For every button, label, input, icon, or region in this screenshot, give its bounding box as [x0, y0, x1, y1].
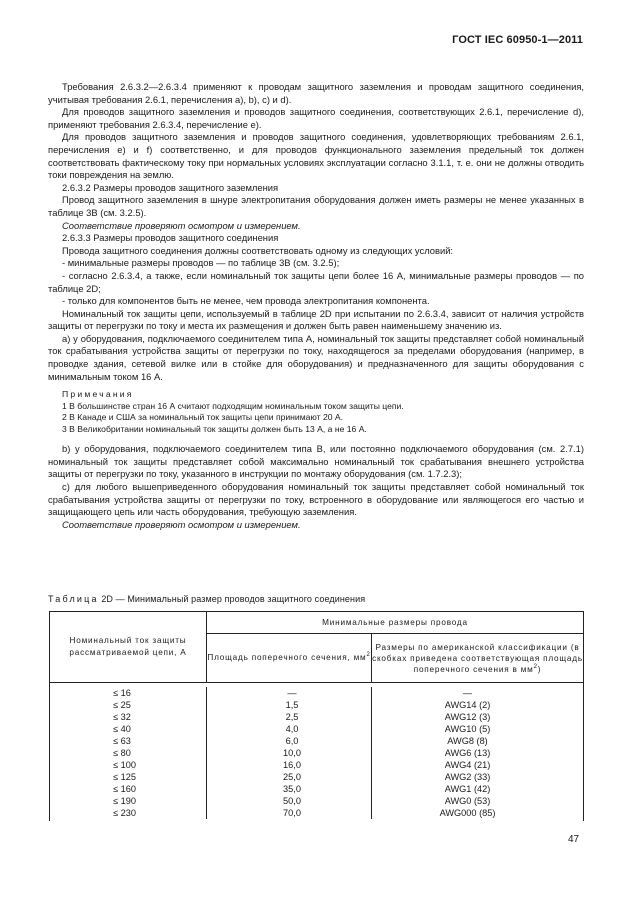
header-area — [207, 652, 370, 664]
cell-current: ≤ 16 — [113, 688, 131, 698]
cell-area: 10,0 — [283, 748, 301, 758]
table-header — [50, 612, 583, 683]
column-awg — [372, 687, 583, 819]
header-awg-text: Размеры по американской классификации (в скобках приведена соответствующая площадь поперечного сечения в мм — [372, 642, 583, 674]
cell-awg: AWG8 (8) — [447, 736, 488, 746]
cell-area: 2,5 — [285, 712, 299, 722]
cell-current: ≤ 190 — [113, 796, 136, 806]
header-awg-close: ) — [537, 664, 542, 674]
paragraph: с) для любого вышеприведенного оборудования номинальный ток защиты представляет собой номинальный ток срабатывания устройства защиты от перегрузки по току, встроенного в оборудование или являющегося его частью и защищающего цепь или часть оборудования, требующую заземления. — [48, 481, 584, 518]
table-caption-text: 2D — Минимальный размер проводов защитного соединения — [101, 594, 366, 604]
column-current — [50, 687, 207, 819]
cell-current: ≤ 100 — [113, 760, 136, 770]
header-group-title: Минимальные размеры провода — [207, 612, 583, 634]
cell-awg: AWG14 (2) — [444, 700, 491, 710]
cell-area: 35,0 — [283, 784, 301, 794]
cell-awg: AWG2 (33) — [444, 772, 491, 782]
cell-awg: AWG000 (85) — [439, 808, 496, 818]
cell-area: 16,0 — [283, 760, 301, 770]
header-current-cell — [50, 612, 207, 682]
cell-area: — — [287, 688, 297, 698]
section-heading: 2.6.3.3 Размеры проводов защитного соединения — [62, 232, 279, 244]
cell-current: ≤ 32 — [113, 712, 131, 722]
cell-current: ≤ 230 — [113, 808, 136, 818]
cell-area: 50,0 — [283, 796, 301, 806]
cell-awg: AWG12 (3) — [444, 712, 491, 722]
paragraph: Номинальный ток защиты цепи, используемый в таблице 2D при испытании по 2.6.3.4, зависит от наличия устройств защиты от перегрузки по току и места их размещения и должен быть равен наименьшему значению из. — [48, 307, 584, 332]
header-area-sup: 2 — [366, 652, 371, 658]
section-heading: 2.6.3.2 Размеры проводов защитного заземления — [62, 181, 279, 193]
cell-awg: AWG10 (5) — [444, 724, 491, 734]
header-subcolumns — [207, 634, 583, 682]
cell-area: 70,0 — [283, 808, 301, 818]
cell-current: ≤ 25 — [113, 700, 131, 710]
paragraph: Провода защитного соединения должны соответствовать одному из следующих условий: — [62, 244, 454, 256]
list-item: - согласно 2.6.3.4, а также, если номинальный ток защиты цепи более 16 А, минимальные размеры проводов — по таблице 2D; — [48, 269, 584, 294]
document-body — [48, 81, 584, 531]
header-awg — [372, 642, 583, 675]
paragraph: b) у оборудования, подключаемого соединителем типа В, или постоянно подключаемого оборудования (см. 2.7.1) номинальный ток защиты представляет собой максимально номинальный ток срабатывания внешнего устройства защиты от перегрузки по току, указанного в инструкции по монтажу оборудования (см. 1.7.2.3); — [48, 443, 584, 480]
compliance-note: Соответствие проверяют осмотром и измерением. — [62, 518, 301, 530]
column-area — [207, 687, 372, 819]
note-line: 3 В Великобритании номинальный ток защиты должен быть 13 А, а не 16 А. — [62, 423, 367, 434]
cell-awg: AWG6 (13) — [444, 748, 491, 758]
note-line: 1 В большинстве стран 16 А считают подходящим номинальным током защиты цепи. — [62, 400, 404, 411]
cell-awg: AWG4 (21) — [444, 760, 491, 770]
cell-area: 25,0 — [283, 772, 301, 782]
cell-area: 1,5 — [285, 700, 299, 710]
cell-current: ≤ 63 — [113, 736, 131, 746]
notes — [48, 389, 584, 435]
header-area-cell — [207, 634, 372, 682]
document-header: ГОСТ IEC 60950-1—2011 — [452, 34, 583, 46]
cell-current: ≤ 125 — [113, 772, 136, 782]
notes-title: Примечания — [62, 389, 134, 400]
page-number: 47 — [568, 834, 580, 845]
header-group — [207, 612, 583, 682]
paragraph: Для проводов защитного заземления и проводов защитного соединения, удовлетворяющих требованиям 2.6.1, перечисления е) и f) соответственно, и для проводов функционального заземления предельный ток должен соответствовать фактическому току при нормальных условиях эксплуатации согласно 3.1.1, т. е. они не должны отводить токи повреждения на землю. — [48, 131, 584, 181]
header-awg-cell — [372, 634, 583, 682]
cell-current: ≤ 160 — [113, 784, 136, 794]
paragraph: а) у оборудования, подключаемого соединителем типа А, номинальный ток защиты представляет собой номинальный ток срабатывания устройства защиты от перегрузки по току, находящегося за пределами оборудования (например, в проводке здания, сетевой вилке или в стойке для оборудования) и предназначенного для защиты оборудования с минимальным током 16 А. — [48, 332, 584, 382]
header-area-text: Площадь поперечного сечения, мм — [207, 653, 367, 662]
compliance-note: Соответствие проверяют осмотром и измерением. — [62, 219, 301, 231]
cell-awg: AWG0 (53) — [444, 796, 491, 806]
list-item: - минимальные размеры проводов — по таблице 3В (см. 3.2.5); — [62, 257, 340, 269]
paragraph: Провод защитного заземления в шнуре электропитания оборудования должен иметь размеры не менее указанных в таблице 3В (см. 3.2.5). — [48, 194, 584, 218]
cell-area: 6,0 — [285, 736, 299, 746]
list-item: - только для компонентов быть не менее, чем провода электропитания компонента. — [62, 295, 430, 307]
cell-current: ≤ 40 — [113, 724, 131, 734]
note-line: 2 В Канаде и США за номинальный ток защиты цепи принимают 20 А. — [62, 412, 344, 423]
paragraph: Для проводов защитного заземления и проводов защитного соединения, соответствующих 2.6.1, перечисление d), применяют требования 2.6.3.4, перечисление е). — [48, 106, 584, 130]
table-2d — [49, 611, 584, 821]
cell-area: 4,0 — [285, 724, 299, 734]
table-body — [50, 683, 583, 821]
paragraph: Требования 2.6.3.2—2.6.3.4 применяют к проводам защитного заземления и проводам защитного соединения, учитывая требования 2.6.1, перечисления а), b), с) и d). — [48, 81, 584, 105]
table-caption-word: Таблица — [48, 594, 99, 604]
table-caption — [48, 594, 584, 604]
header-awg-sup: 2 — [533, 663, 538, 670]
cell-awg: — — [462, 688, 473, 698]
cell-awg: AWG1 (42) — [444, 784, 491, 794]
header-current: Номинальный ток защиты рассматриваемой цепи, А — [69, 636, 187, 657]
cell-current: ≤ 80 — [113, 748, 131, 758]
